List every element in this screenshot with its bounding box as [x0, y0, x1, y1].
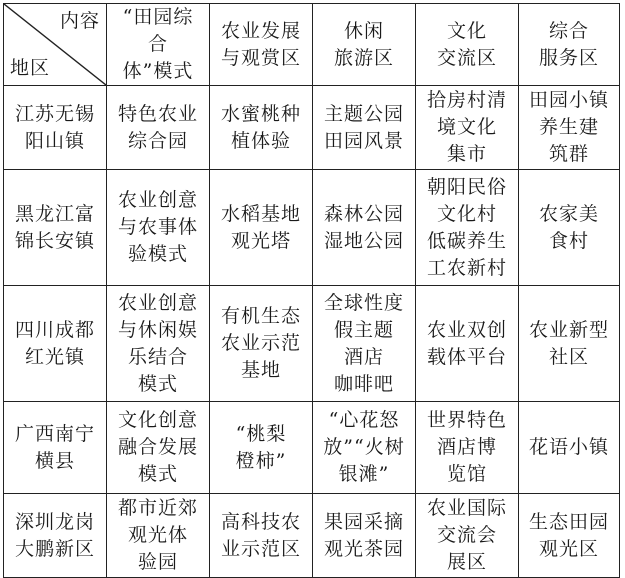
- table-cell: 水稻基地 观光塔: [210, 170, 313, 286]
- table-row: [4, 86, 620, 170]
- table-cell: “桃梨 橙柿”: [210, 402, 313, 494]
- table-row: [4, 170, 620, 286]
- corner-region-label: 地区: [10, 57, 51, 79]
- table-cell: 朝阳民俗 文化村 低碳养生 工农新村: [416, 170, 519, 286]
- table-cell: 文化创意 融合发展 模式: [107, 402, 210, 494]
- region-cell: 四川成都 红光镇: [4, 286, 107, 402]
- header-row: [4, 4, 620, 86]
- table-cell: 水蜜桃种 植体验: [210, 86, 313, 170]
- table-cell: 都市近郊 观光体 验园: [107, 494, 210, 578]
- column-header: “田园综合 体”模式: [107, 4, 210, 86]
- corner-header-cell: [4, 4, 107, 86]
- table-cell: 农业创意 与休闲娱 乐结合 模式: [107, 286, 210, 402]
- region-cell: 江苏无锡 阳山镇: [4, 86, 107, 170]
- table-cell: 森林公园 湿地公园: [313, 170, 416, 286]
- table-cell: 农家美 食村: [519, 170, 620, 286]
- table-cell: 全球性度 假主题 酒店 咖啡吧: [313, 286, 416, 402]
- region-cell: 广西南宁 横县: [4, 402, 107, 494]
- table-cell: 农业国际 交流会 展区: [416, 494, 519, 578]
- table-cell: 农业双创 载体平台: [416, 286, 519, 402]
- region-cell: 深圳龙岗 大鹏新区: [4, 494, 107, 578]
- table-cell: 有机生态 农业示范 基地: [210, 286, 313, 402]
- table-cell: 高科技农 业示范区: [210, 494, 313, 578]
- corner-content-label: 内容: [59, 10, 100, 32]
- column-header: 综合 服务区: [519, 4, 620, 86]
- table-cell: 拾房村清 境文化 集市: [416, 86, 519, 170]
- table-row: [4, 402, 620, 494]
- region-cell: 黑龙江富 锦长安镇: [4, 170, 107, 286]
- table-cell: 花语小镇: [519, 402, 620, 494]
- column-header: 文化 交流区: [416, 4, 519, 86]
- table-cell: 农业创意 与农事体 验模式: [107, 170, 210, 286]
- comparison-table: [3, 3, 620, 578]
- table-row: [4, 286, 620, 402]
- column-header: 农业发展 与观赏区: [210, 4, 313, 86]
- table-cell: 生态田园 观光区: [519, 494, 620, 578]
- table-cell: 主题公园 田园风景: [313, 86, 416, 170]
- table-cell: 世界特色 酒店博 览馆: [416, 402, 519, 494]
- table-cell: 田园小镇 养生建 筑群: [519, 86, 620, 170]
- table-cell: 果园采摘 观光茶园: [313, 494, 416, 578]
- table-cell: 特色农业 综合园: [107, 86, 210, 170]
- table-cell: “心花怒 放”“火树 银滩”: [313, 402, 416, 494]
- table-row: [4, 494, 620, 578]
- column-header: 休闲 旅游区: [313, 4, 416, 86]
- table-cell: 农业新型 社区: [519, 286, 620, 402]
